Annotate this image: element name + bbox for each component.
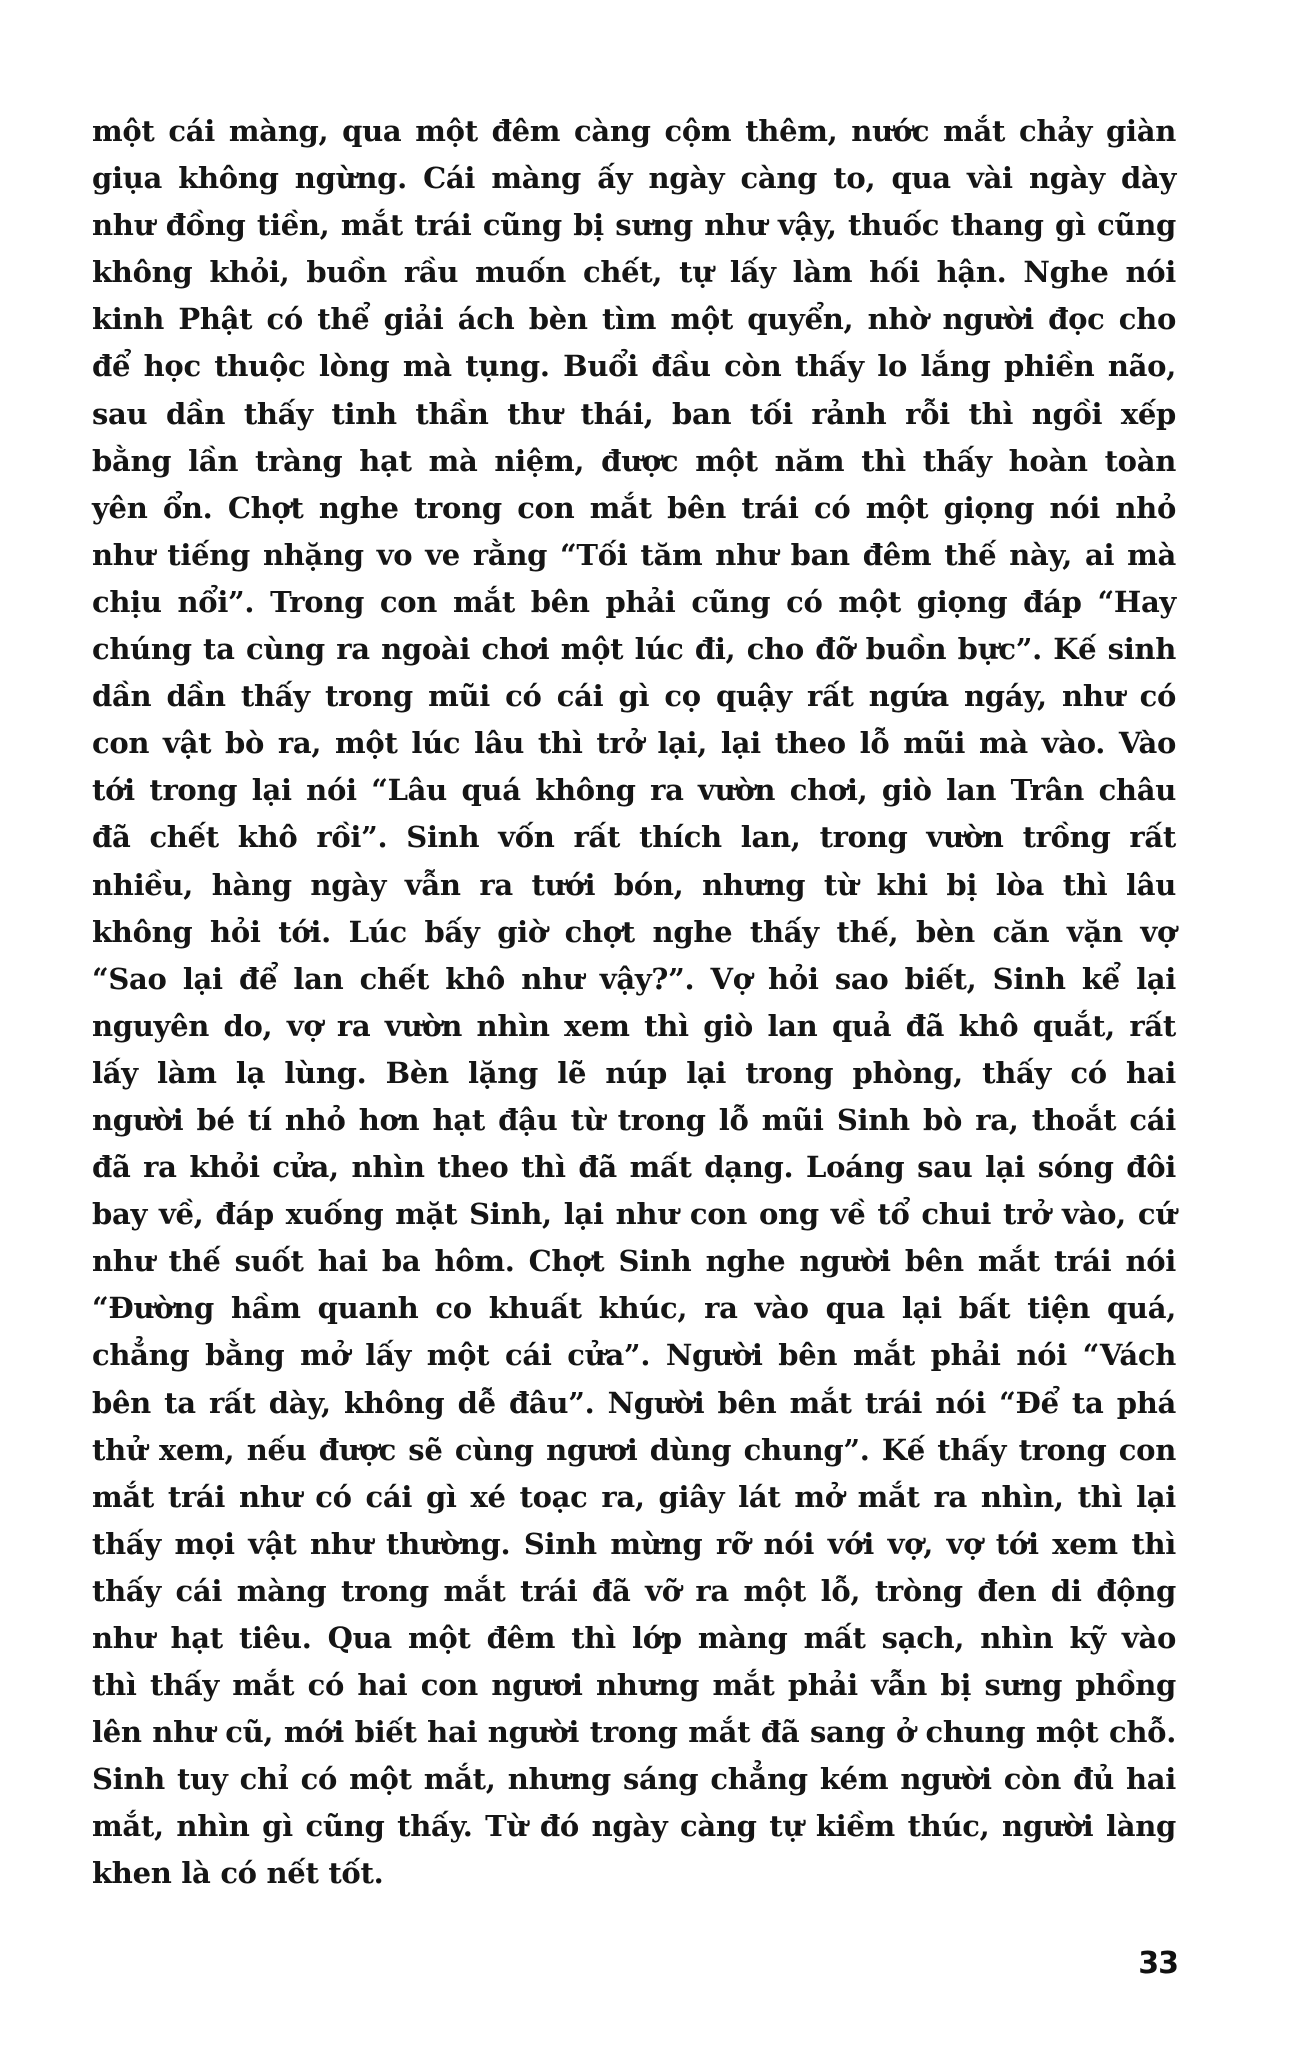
text-line: nguyên do, vợ ra vườn nhìn xem thì giò lan quả đã khô quắt, rất (92, 1008, 1176, 1043)
text-line-last: khen là có nết tốt. (92, 1856, 384, 1891)
text-line: kinh Phật có thể giải ách bèn tìm một quyển, nhờ người đọc cho (92, 302, 1176, 337)
text-line: bên ta rất dày, không dễ đâu”. Người bên mắt trái nói “Để ta phá (92, 1385, 1176, 1420)
text-line: thấy cái màng trong mắt trái đã vỡ ra một lỗ, tròng đen di động (92, 1573, 1176, 1608)
text-line: sau dần thấy tinh thần thư thái, ban tối rảnh rỗi thì ngồi xếp (92, 396, 1176, 431)
text-line: không hỏi tới. Lúc bấy giờ chợt nghe thấy thế, bèn căn vặn vợ (92, 914, 1176, 949)
text-line: như thế suốt hai ba hôm. Chợt Sinh nghe người bên mắt trái nói (92, 1244, 1176, 1279)
text-line: không khỏi, buồn rầu muốn chết, tự lấy làm hối hận. Nghe nói (92, 255, 1176, 290)
text-line: đã chết khô rồi”. Sinh vốn rất thích lan, trong vườn trồng rất (92, 820, 1176, 855)
text-line: thử xem, nếu được sẽ cùng ngươi dùng chung”. Kế thấy trong con (92, 1432, 1176, 1467)
text-line: bay về, đáp xuống mặt Sinh, lại như con ong về tổ chui trở vào, cứ (92, 1197, 1176, 1232)
text-line: Sinh tuy chỉ có một mắt, nhưng sáng chẳng kém người còn đủ hai (92, 1762, 1176, 1797)
text-line: con vật bò ra, một lúc lâu thì trở lại, lại theo lỗ mũi mà vào. Vào (92, 726, 1176, 761)
body-text (92, 108, 1176, 1898)
text-line: mắt trái như có cái gì xé toạc ra, giây lát mở mắt ra nhìn, thì lại (92, 1479, 1176, 1514)
text-line: dần dần thấy trong mũi có cái gì cọ quậy rất ngứa ngáy, như có (92, 679, 1176, 714)
page-number: 33 (1138, 1946, 1178, 1981)
text-line: tới trong lại nói “Lâu quá không ra vườn chơi, giò lan Trân châu (92, 773, 1176, 808)
text-line: chúng ta cùng ra ngoài chơi một lúc đi, cho đỡ buồn bực”. Kế sinh (92, 632, 1176, 667)
text-line: lên như cũ, mới biết hai người trong mắt đã sang ở chung một chỗ. (92, 1715, 1176, 1750)
text-line: thì thấy mắt có hai con ngươi nhưng mắt phải vẫn bị sưng phồng (92, 1668, 1176, 1703)
text-line: để học thuộc lòng mà tụng. Buổi đầu còn thấy lo lắng phiền não, (92, 349, 1176, 384)
text-line: “Sao lại để lan chết khô như vậy?”. Vợ hỏi sao biết, Sinh kể lại (92, 961, 1176, 996)
text-line: thấy mọi vật như thường. Sinh mừng rỡ nói với vợ, vợ tới xem thì (92, 1526, 1176, 1561)
text-line: chẳng bằng mở lấy một cái cửa”. Người bên mắt phải nói “Vách (92, 1338, 1176, 1373)
text-line: giụa không ngừng. Cái màng ấy ngày càng to, qua vài ngày dày (92, 161, 1176, 196)
text-line: “Đường hầm quanh co khuất khúc, ra vào qua lại bất tiện quá, (92, 1291, 1176, 1326)
text-line: chịu nổi”. Trong con mắt bên phải cũng có một giọng đáp “Hay (92, 584, 1176, 619)
text-line: bằng lần tràng hạt mà niệm, được một năm thì thấy hoàn toàn (92, 443, 1176, 478)
text-line: như hạt tiêu. Qua một đêm thì lớp màng mất sạch, nhìn kỹ vào (92, 1621, 1176, 1655)
text-line: như đồng tiền, mắt trái cũng bị sưng như vậy, thuốc thang gì cũng (92, 208, 1176, 243)
text-line: người bé tí nhỏ hơn hạt đậu từ trong lỗ mũi Sinh bò ra, thoắt cái (92, 1102, 1176, 1137)
text-line: nhiều, hàng ngày vẫn ra tưới bón, nhưng từ khi bị lòa thì lâu (92, 867, 1176, 902)
text-line: một cái màng, qua một đêm càng cộm thêm, nước mắt chảy giàn (92, 114, 1176, 148)
text-line: đã ra khỏi cửa, nhìn theo thì đã mất dạng. Loáng sau lại sóng đôi (92, 1150, 1176, 1185)
text-line: mắt, nhìn gì cũng thấy. Từ đó ngày càng tự kiềm thúc, người làng (92, 1809, 1176, 1844)
text-line: yên ổn. Chợt nghe trong con mắt bên trái có một giọng nói nhỏ (92, 490, 1176, 525)
text-line: lấy làm lạ lùng. Bèn lặng lẽ núp lại trong phòng, thấy có hai (92, 1055, 1176, 1090)
text-line: như tiếng nhặng vo ve rằng “Tối tăm như ban đêm thế này, ai mà (92, 537, 1176, 572)
